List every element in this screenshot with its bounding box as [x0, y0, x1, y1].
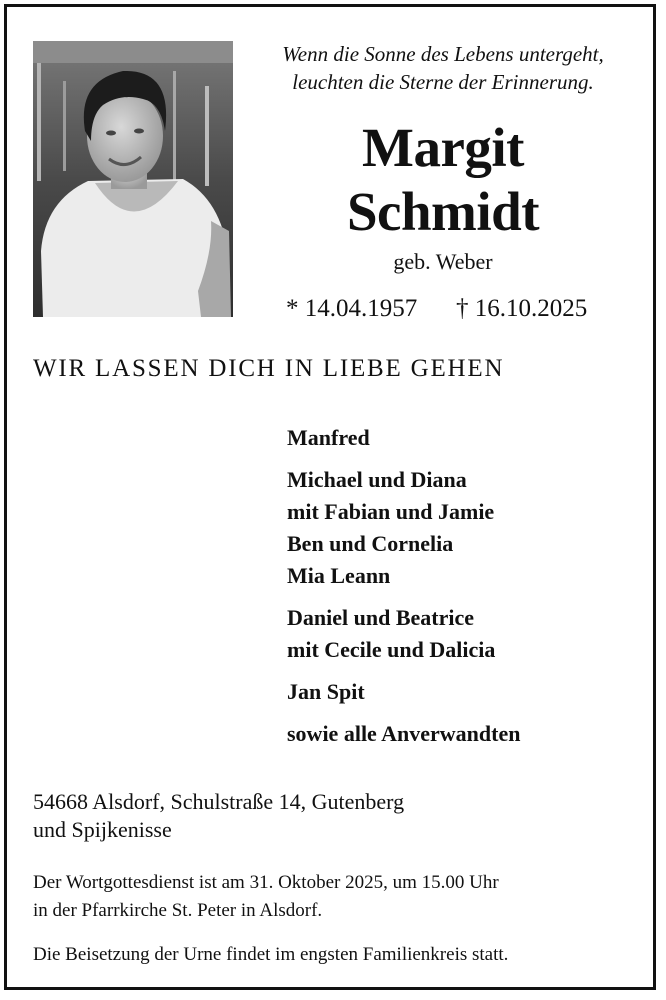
last-name: Schmidt — [346, 181, 540, 242]
service-line: in der Pfarrkirche St. Peter in Alsdorf. — [33, 900, 323, 921]
mourner-name: mit Cecile und Dalicia — [287, 637, 496, 662]
mourner-name: mit Fabian und Jamie — [287, 499, 495, 524]
mourner-group — [287, 676, 647, 708]
mourner-name: Jan Spit — [287, 679, 365, 704]
quote-line: Wenn die Sonne des Lebens untergeht, — [282, 42, 604, 66]
death-date: † 16.10.2025 — [456, 295, 588, 322]
mourner-group — [287, 718, 647, 750]
mourner-group — [287, 422, 647, 454]
address-line: und Spijkenisse — [33, 817, 172, 842]
service-line: Der Wortgottesdienst ist am 31. Oktober 2025, um 15.00 Uhr — [33, 872, 499, 893]
address-line: 54668 Alsdorf, Schulstraße 14, Gutenberg — [33, 789, 405, 814]
first-name: Margit — [362, 117, 524, 178]
quote-line: leuchten die Sterne der Erinnerung. — [292, 70, 594, 94]
mourner-name: sowie alle Anverwandten — [287, 721, 521, 746]
address — [33, 788, 643, 844]
birth-date: * 14.04.1957 — [286, 295, 418, 322]
memorial-quote — [248, 40, 638, 96]
portrait-photo — [33, 41, 233, 317]
mourner-group — [287, 464, 647, 592]
mourner-name: Daniel und Beatrice — [287, 605, 474, 630]
headline: WIR LASSEN DICH IN LIEBE GEHEN — [33, 355, 505, 382]
mourner-name: Mia Leann — [287, 563, 391, 588]
deceased-name — [288, 116, 598, 244]
service-info — [33, 869, 643, 925]
mourner-name: Michael und Diana — [287, 467, 467, 492]
mourner-name: Manfred — [287, 425, 370, 450]
maiden-name: geb. Weber — [393, 249, 493, 274]
mourners-list — [287, 422, 647, 760]
mourner-group — [287, 602, 647, 666]
mourner-name: Ben und Cornelia — [287, 531, 454, 556]
burial-info: Die Beisetzung der Urne findet im engsten Familienkreis statt. — [33, 944, 509, 965]
